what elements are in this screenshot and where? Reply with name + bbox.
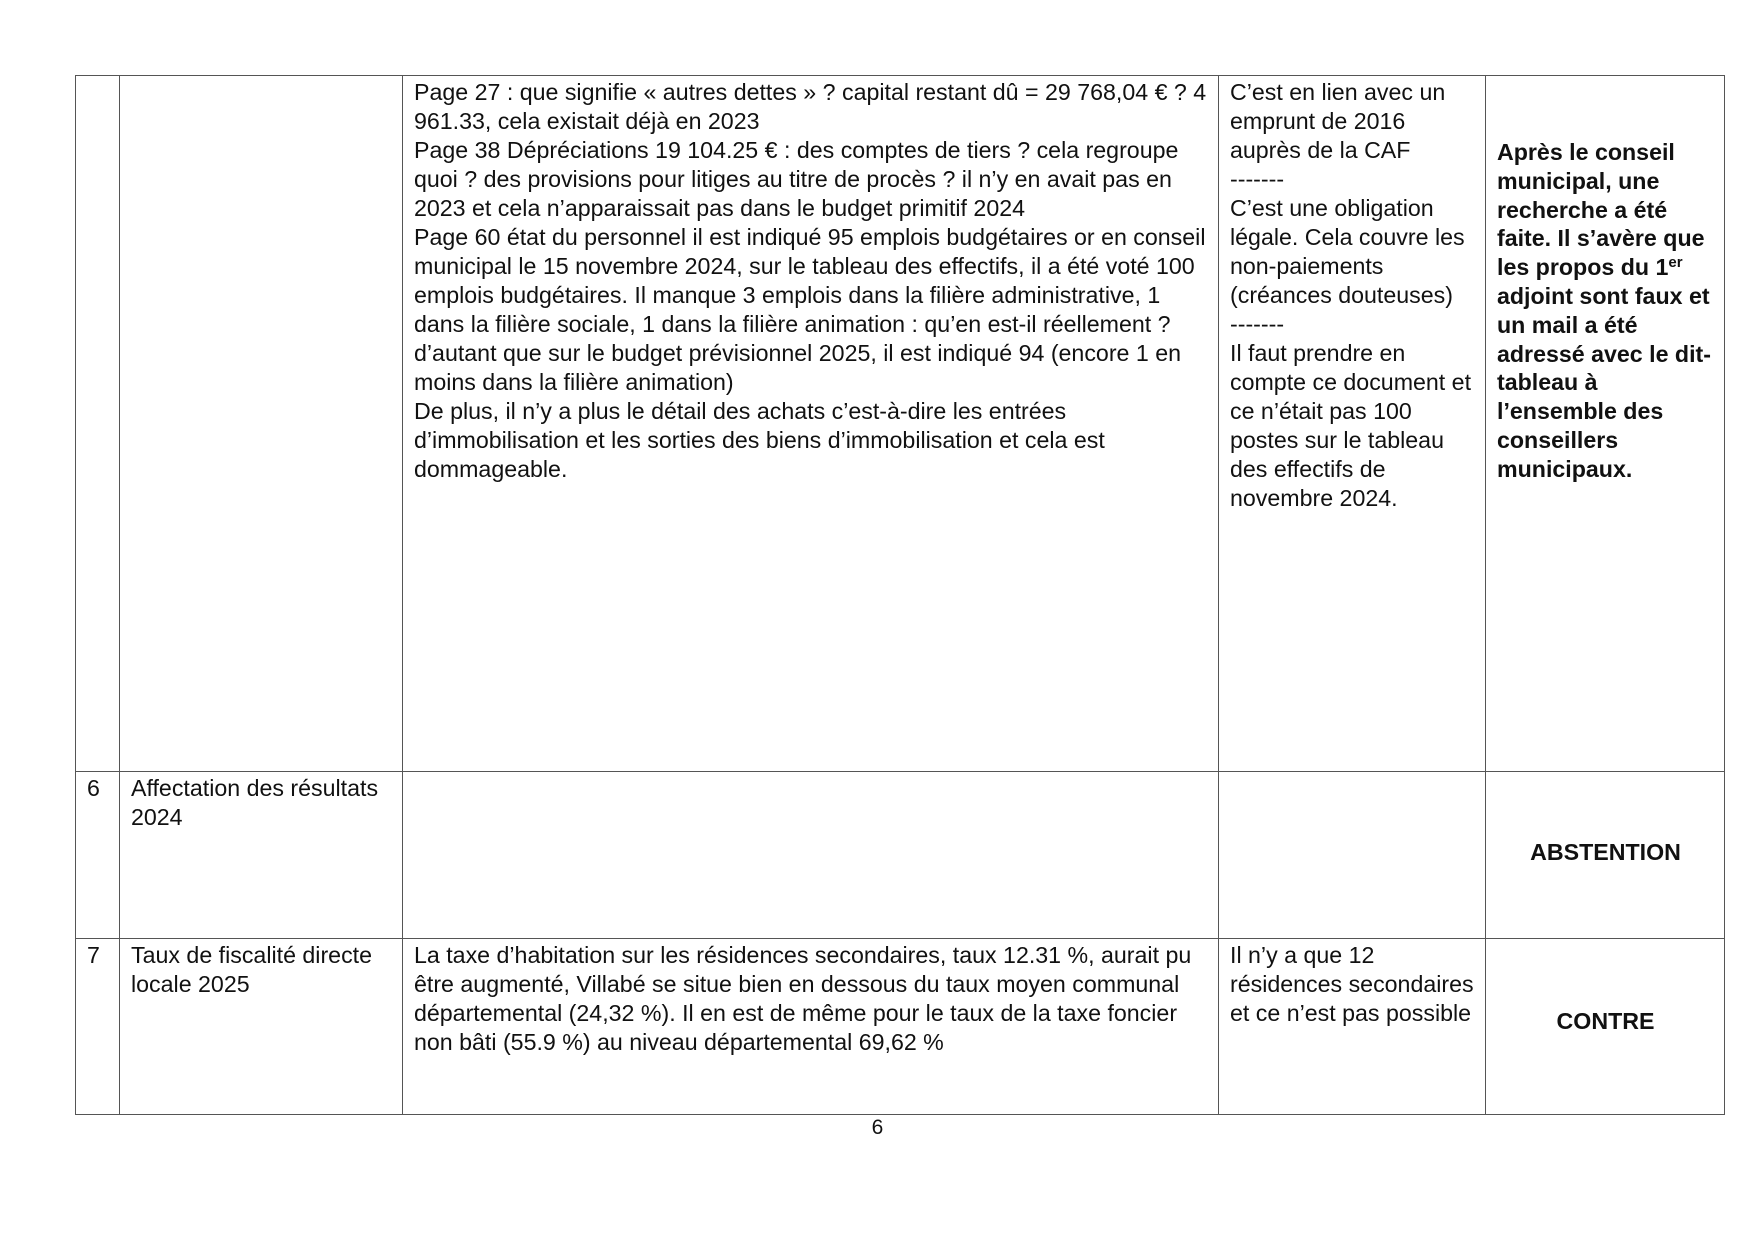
question-paragraph: Page 38 Dépréciations 19 104.25 € : des comptes de tiers ? cela regroupe quoi ? des provisions pour litiges au titre de procès ? il n’y en avait pas en 2023 et cela n’apparaissait pas dans le budget primitif 2024 [414, 137, 1179, 221]
answer-cell [1219, 939, 1486, 1115]
answers-cell [1219, 76, 1486, 772]
table-row-7 [76, 939, 1725, 1115]
question-paragraph: Page 60 état du personnel il est indiqué 95 emplois budgétaires or en conseil municipal le 15 novembre 2024, sur le tableau des effectifs, il a été voté 100 emplois budgétaires. Il manque 3 emplois dans la filière administrative, 1 dans la filière sociale, 1 dans la filière animation : qu’en est-il réellement ? d’autant que sur le budget prévisionnel 2025, il est indiqué 94 (encore 1 en moins dans la filière animation) [414, 224, 1206, 395]
position-note-text-end: adjoint sont faux et un mail a été adressé avec le dit-tableau à l’ensemble des conseillers municipaux. [1497, 282, 1711, 482]
item-topic-cell [120, 76, 403, 772]
vote-position-label: CONTRE [1556, 1008, 1655, 1034]
answer-cell [1219, 772, 1486, 939]
answer-separator: ------- [1230, 311, 1285, 337]
page-number: 6 [871, 1116, 884, 1139]
item-topic-cell: Taux de fiscalité directe locale 2025 [120, 939, 403, 1115]
question-cell [403, 772, 1219, 939]
item-number-cell: 7 [76, 939, 120, 1115]
table-row-continued [76, 76, 1725, 772]
position-note-cell [1486, 76, 1725, 772]
position-note-superscript: er [1668, 254, 1683, 272]
question-paragraph: De plus, il n’y a plus le détail des achats c’est-à-dire les entrées d’immobilisation et les sorties des biens d’immobilisation et cela est dommageable. [414, 398, 1105, 482]
answer-paragraph: Il faut prendre en compte ce document et ce n’était pas 100 postes sur le tableau des effectifs de novembre 2024. [1230, 340, 1472, 511]
item-topic-cell: Affectation des résultats 2024 [120, 772, 403, 939]
answer-paragraph: C’est une obligation légale. Cela couvre les non-paiements (créances douteuses) [1230, 195, 1465, 308]
question-paragraph: La taxe d’habitation sur les résidences secondaires, taux 12.31 %, aurait pu être augmenté, Villabé se situe bien en dessous du taux moyen communal départemental (24,32 %). Il en est de même pour le taux de la taxe foncier non bâti (55.9 %) au niveau départemental 69,62 % [414, 942, 1192, 1055]
table-row-6 [76, 772, 1725, 939]
vote-position-cell [1486, 772, 1725, 939]
question-cell [403, 939, 1219, 1115]
council-minutes-table [75, 75, 1725, 1115]
vote-position-cell [1486, 939, 1725, 1115]
item-number-cell: 6 [76, 772, 120, 939]
questions-cell [403, 76, 1219, 772]
answer-paragraph: C’est en lien avec un emprunt de 2016 auprès de la CAF [1230, 79, 1446, 163]
answer-paragraph: Il n’y a que 12 résidences secondaires et ce n’est pas possible [1230, 942, 1474, 1026]
question-paragraph: Page 27 : que signifie « autres dettes » ? capital restant dû = 29 768,04 € ? 4 961.33, cela existait déjà en 2023 [414, 79, 1207, 134]
item-number-cell [76, 76, 120, 772]
position-note-text: Après le conseil municipal, une recherche a été faite. Il s’avère que les propos du 1 [1497, 139, 1705, 281]
answer-separator: ------- [1230, 166, 1285, 192]
vote-position-label: ABSTENTION [1530, 839, 1681, 865]
